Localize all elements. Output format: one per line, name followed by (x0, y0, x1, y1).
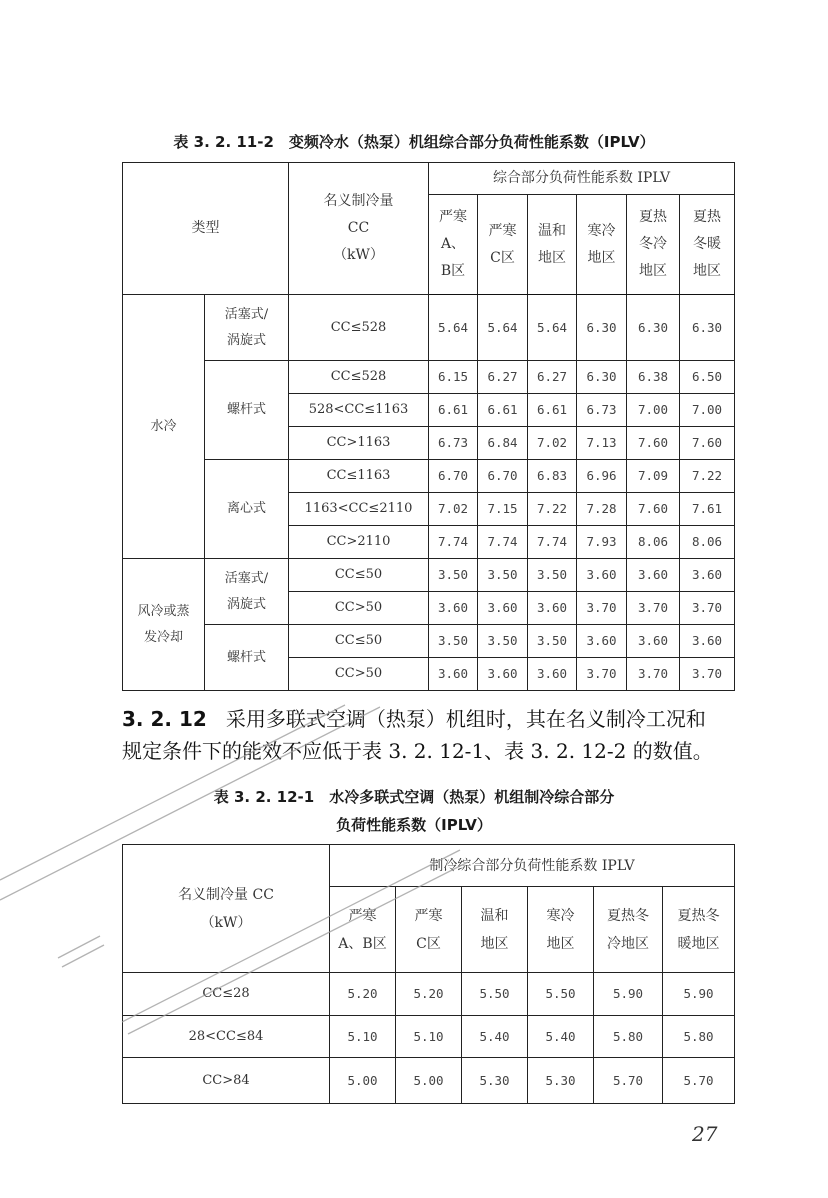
iplv-value: 6.83 (528, 460, 577, 493)
iplv-value: 5.00 (396, 1058, 462, 1104)
table-row (123, 625, 735, 658)
category-air-evaporative-cooled: 风冷或蒸 发冷却 (123, 559, 205, 691)
iplv-value: 5.40 (462, 1016, 528, 1058)
iplv-value: 7.09 (627, 460, 680, 493)
iplv-value: 5.64 (429, 295, 478, 361)
capacity-range: CC>2110 (289, 526, 429, 559)
iplv-value: 6.70 (429, 460, 478, 493)
subtype-centrifugal: 离心式 (205, 460, 289, 559)
capacity-range: CC>84 (123, 1058, 330, 1104)
iplv-value: 6.84 (478, 427, 528, 460)
iplv-value: 7.74 (528, 526, 577, 559)
iplv-value: 5.10 (330, 1016, 396, 1058)
header-zone: 温和 地区 (528, 195, 577, 295)
iplv-value: 5.00 (330, 1058, 396, 1104)
iplv-value: 5.80 (594, 1016, 663, 1058)
iplv-value: 6.61 (429, 394, 478, 427)
iplv-value: 6.30 (577, 295, 627, 361)
iplv-value: 3.50 (528, 559, 577, 592)
iplv-value: 3.60 (680, 559, 735, 592)
iplv-value: 6.38 (627, 361, 680, 394)
clause-3-2-12 (122, 703, 742, 767)
header-type: 类型 (123, 163, 289, 295)
iplv-value: 8.06 (627, 526, 680, 559)
category-water-cooled: 水冷 (123, 295, 205, 559)
iplv-value: 6.27 (528, 361, 577, 394)
iplv-value: 7.93 (577, 526, 627, 559)
iplv-value: 5.30 (528, 1058, 594, 1104)
header-zone: 夏热冬 冷地区 (594, 887, 663, 973)
capacity-range: CC>50 (289, 592, 429, 625)
iplv-value: 3.70 (627, 658, 680, 691)
iplv-value: 3.70 (680, 658, 735, 691)
iplv-value: 7.02 (528, 427, 577, 460)
subtype-screw: 螺杆式 (205, 361, 289, 460)
iplv-value: 3.50 (528, 625, 577, 658)
iplv-value: 6.30 (577, 361, 627, 394)
iplv-value: 6.96 (577, 460, 627, 493)
iplv-value: 5.20 (396, 973, 462, 1016)
iplv-value: 5.50 (528, 973, 594, 1016)
iplv-value: 3.50 (478, 559, 528, 592)
iplv-value: 7.15 (478, 493, 528, 526)
iplv-value: 7.28 (577, 493, 627, 526)
table-variable-frequency-chiller-iplv (122, 162, 735, 691)
iplv-value: 3.50 (478, 625, 528, 658)
subtype-piston-scroll: 活塞式/ 涡旋式 (205, 559, 289, 625)
iplv-value: 5.64 (478, 295, 528, 361)
iplv-value: 7.74 (478, 526, 528, 559)
clause-text: 采用多联式空调（热泵）机组时，其在名义制冷工况和 (225, 707, 706, 731)
iplv-value: 3.50 (429, 559, 478, 592)
iplv-value: 6.70 (478, 460, 528, 493)
iplv-value: 3.70 (627, 592, 680, 625)
iplv-value: 5.10 (396, 1016, 462, 1058)
table2-caption-line2: 负荷性能系数（IPLV） (336, 816, 492, 834)
capacity-range: CC≤528 (289, 361, 429, 394)
iplv-value: 7.00 (627, 394, 680, 427)
iplv-value: 7.61 (680, 493, 735, 526)
page-number: 27 (692, 1122, 718, 1146)
iplv-value: 5.90 (663, 973, 735, 1016)
iplv-value: 7.22 (680, 460, 735, 493)
iplv-value: 6.73 (577, 394, 627, 427)
capacity-range: 1163<CC≤2110 (289, 493, 429, 526)
iplv-value: 3.60 (478, 658, 528, 691)
iplv-value: 8.06 (680, 526, 735, 559)
iplv-value: 7.02 (429, 493, 478, 526)
capacity-range: 528<CC≤1163 (289, 394, 429, 427)
header-capacity: 名义制冷量 CC （kW） (123, 845, 330, 973)
iplv-value: 3.50 (429, 625, 478, 658)
table2-caption-line1: 表 3. 2. 12-1 水冷多联式空调（热泵）机组制冷综合部分 (213, 788, 615, 806)
capacity-range: CC≤528 (289, 295, 429, 361)
header-zone: 寒冷 地区 (528, 887, 594, 973)
iplv-value: 6.30 (627, 295, 680, 361)
capacity-range: CC≤28 (123, 973, 330, 1016)
iplv-value: 5.70 (594, 1058, 663, 1104)
iplv-value: 6.15 (429, 361, 478, 394)
table-water-cooled-multi-split-iplv (122, 844, 735, 1104)
header-iplv-group: 制冷综合部分负荷性能系数 IPLV (330, 845, 735, 887)
iplv-value: 3.60 (577, 559, 627, 592)
capacity-range: 28<CC≤84 (123, 1016, 330, 1058)
iplv-value: 7.00 (680, 394, 735, 427)
clause-number: 3. 2. 12 (122, 707, 207, 731)
table-row (123, 460, 735, 493)
header-zone: 严寒 C区 (396, 887, 462, 973)
iplv-value: 5.80 (663, 1016, 735, 1058)
table-row (123, 361, 735, 394)
iplv-value: 5.90 (594, 973, 663, 1016)
header-zone: 夏热 冬暖 地区 (680, 195, 735, 295)
iplv-value: 3.70 (680, 592, 735, 625)
iplv-value: 3.60 (528, 658, 577, 691)
iplv-value: 5.64 (528, 295, 577, 361)
capacity-range: CC≤50 (289, 559, 429, 592)
iplv-value: 6.61 (528, 394, 577, 427)
header-zone: 严寒 C区 (478, 195, 528, 295)
table-row (123, 1016, 735, 1058)
header-zone: 严寒 A、 B区 (429, 195, 478, 295)
table-row (123, 295, 735, 361)
capacity-range: CC≤50 (289, 625, 429, 658)
header-zone: 温和 地区 (462, 887, 528, 973)
iplv-value: 6.61 (478, 394, 528, 427)
header-zone: 严寒 A、B区 (330, 887, 396, 973)
header-zone: 夏热 冬冷 地区 (627, 195, 680, 295)
iplv-value: 3.70 (577, 658, 627, 691)
clause-line-2: 规定条件下的能效不应低于表 3. 2. 12-1、表 3. 2. 12-2 的数值。 (122, 739, 713, 763)
iplv-value: 3.60 (577, 625, 627, 658)
iplv-value: 3.60 (627, 559, 680, 592)
clause-line-1 (122, 703, 742, 735)
capacity-range: CC>50 (289, 658, 429, 691)
header-zone: 寒冷 地区 (577, 195, 627, 295)
header-iplv-group: 综合部分负荷性能系数 IPLV (429, 163, 735, 195)
iplv-value: 3.60 (627, 625, 680, 658)
iplv-value: 5.30 (462, 1058, 528, 1104)
capacity-range: CC≤1163 (289, 460, 429, 493)
iplv-value: 5.70 (663, 1058, 735, 1104)
iplv-value: 5.40 (528, 1016, 594, 1058)
iplv-value: 3.60 (680, 625, 735, 658)
iplv-value: 5.50 (462, 973, 528, 1016)
iplv-value: 7.22 (528, 493, 577, 526)
header-capacity: 名义制冷量 CC （kW） (289, 163, 429, 295)
iplv-value: 3.60 (429, 592, 478, 625)
iplv-value: 7.60 (627, 493, 680, 526)
iplv-value: 6.27 (478, 361, 528, 394)
capacity-range: CC>1163 (289, 427, 429, 460)
iplv-value: 3.60 (478, 592, 528, 625)
iplv-value: 6.30 (680, 295, 735, 361)
table-row (123, 973, 735, 1016)
iplv-value: 6.73 (429, 427, 478, 460)
iplv-value: 3.70 (577, 592, 627, 625)
iplv-value: 7.13 (577, 427, 627, 460)
subtype-screw: 螺杆式 (205, 625, 289, 691)
iplv-value: 6.50 (680, 361, 735, 394)
subtype-piston-scroll: 活塞式/ 涡旋式 (205, 295, 289, 361)
header-zone: 夏热冬 暖地区 (663, 887, 735, 973)
iplv-value: 7.60 (627, 427, 680, 460)
iplv-value: 3.60 (429, 658, 478, 691)
table-row (123, 559, 735, 592)
iplv-value: 3.60 (528, 592, 577, 625)
iplv-value: 5.20 (330, 973, 396, 1016)
iplv-value: 7.60 (680, 427, 735, 460)
table-row (123, 1058, 735, 1104)
table1-caption: 表 3. 2. 11-2 变频冷水（热泵）机组综合部分负荷性能系数（IPLV） (173, 133, 655, 151)
iplv-value: 7.74 (429, 526, 478, 559)
